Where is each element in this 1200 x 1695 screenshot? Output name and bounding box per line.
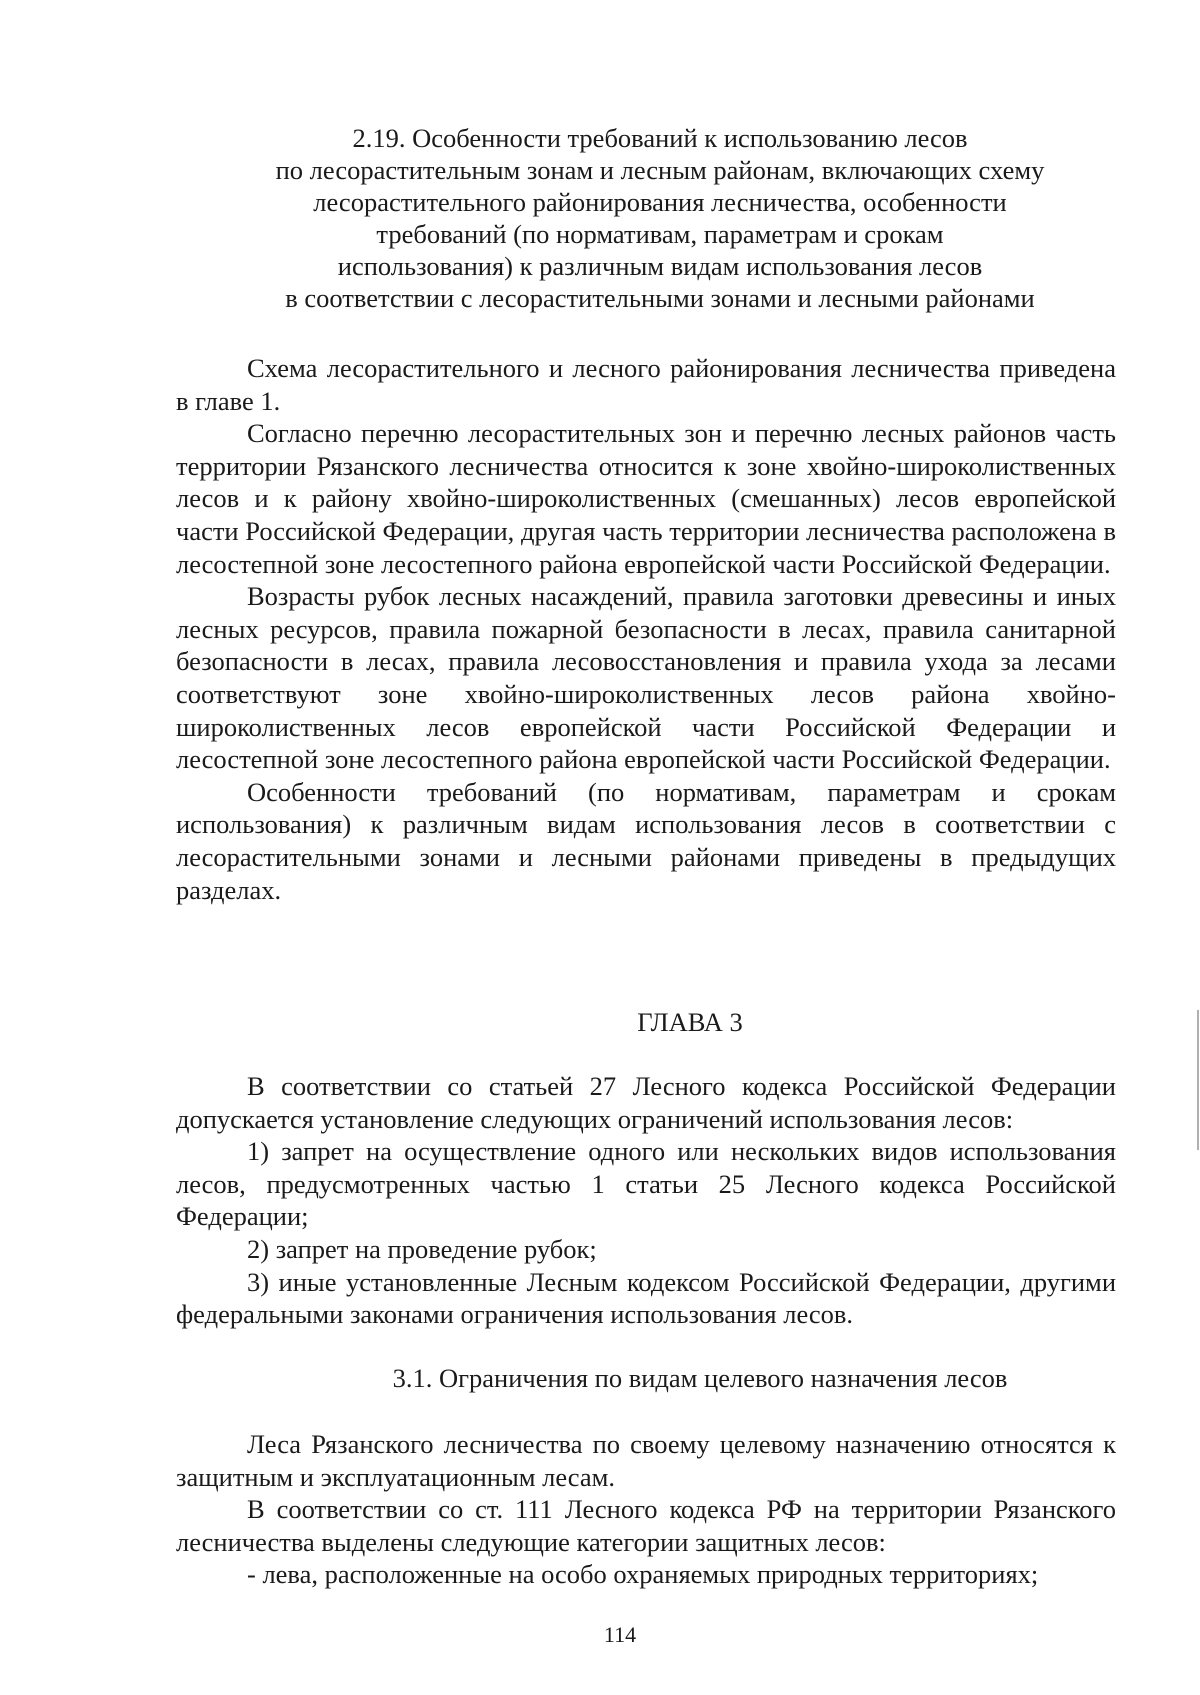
paragraph: Возрасты рубок лесных насаждений, правила заготовки древесины и иных лесных ресурсов, правила пожарной безопасности в лесах, правила санитарной безопасности в лесах, правила лесовосстановления и правила ухода за лесами соответствуют зоне хвойно-широколиственных лесов района хвойно-широколиственных лесов европейской части Российской Федерации и лесостепной зоне лесостепного района европейской части Российской Федерации. (176, 581, 1116, 775)
scan-edge-mark (1197, 1010, 1199, 1150)
list-item: - лева, расположенные на особо охраняемых природных территориях; (247, 1559, 1039, 1590)
section-2-19-title (240, 122, 1080, 314)
list-item: 3) иные установленные Лесным кодексом Российской Федерации, другими федеральными законами ограничения использования лесов. (176, 1266, 1116, 1330)
list-item: 1) запрет на осуществление одного или нескольких видов использования лесов, предусмотренных частью 1 статьи 25 Лесного кодекса Российской Федерации; (176, 1136, 1116, 1232)
title-line: по лесорастительным зонам и лесным районам, включающих схему (275, 155, 1045, 185)
page-number: 114 (603, 1622, 637, 1647)
title-line: требований (по нормативам, параметрам и срокам (376, 219, 944, 249)
paragraph: В соответствии со статьей 27 Лесного кодекса Российской Федерации допускается установление следующих ограничений использования лесов: (176, 1071, 1116, 1134)
paragraph: В соответствии со ст. 111 Лесного кодекса РФ на территории Рязанского лесничества выделены следующие категории защитных лесов: (176, 1494, 1116, 1557)
paragraph: Леса Рязанского лесничества по своему целевому назначению относятся к защитным и эксплуатационным лесам. (176, 1429, 1116, 1492)
section-3-1-title: 3.1. Ограничения по видам целевого назначения лесов (392, 1363, 1008, 1393)
list-item: 2) запрет на проведение рубок; (247, 1233, 597, 1264)
chapter-3-body (176, 1070, 1116, 1331)
title-line: использования) к различным видам использования лесов (337, 251, 983, 281)
section-2-19-body (176, 352, 1116, 906)
section-3-1-body (176, 1428, 1116, 1591)
chapter-3-title: ГЛАВА 3 (637, 1007, 743, 1037)
title-line: 2.19. Особенности требований к использованию лесов (352, 123, 968, 153)
title-line: лесорастительного районирования лесничества, особенности (313, 187, 1007, 217)
paragraph: Схема лесорастительного и лесного районирования лесничества приведена в главе 1. (176, 353, 1116, 416)
title-line: в соответствии с лесорастительными зонами и лесными районами (285, 283, 1035, 313)
paragraph: Согласно перечню лесорастительных зон и перечню лесных районов часть территории Рязанского лесничества относится к зоне хвойно-широколиственных лесов и к району хвойно-широколиственных (смешанных) лесов европейской части Российской Федерации, другая часть территории лесничества расположена в лесостепной зоне лесостепного района европейской части Российской Федерации. (176, 418, 1116, 579)
paragraph: Особенности требований (по нормативам, параметрам и срокам использования) к различным видам использования лесов в соответствии с лесорастительными зонами и лесными районами приведены в предыдущих разделах. (176, 776, 1116, 905)
